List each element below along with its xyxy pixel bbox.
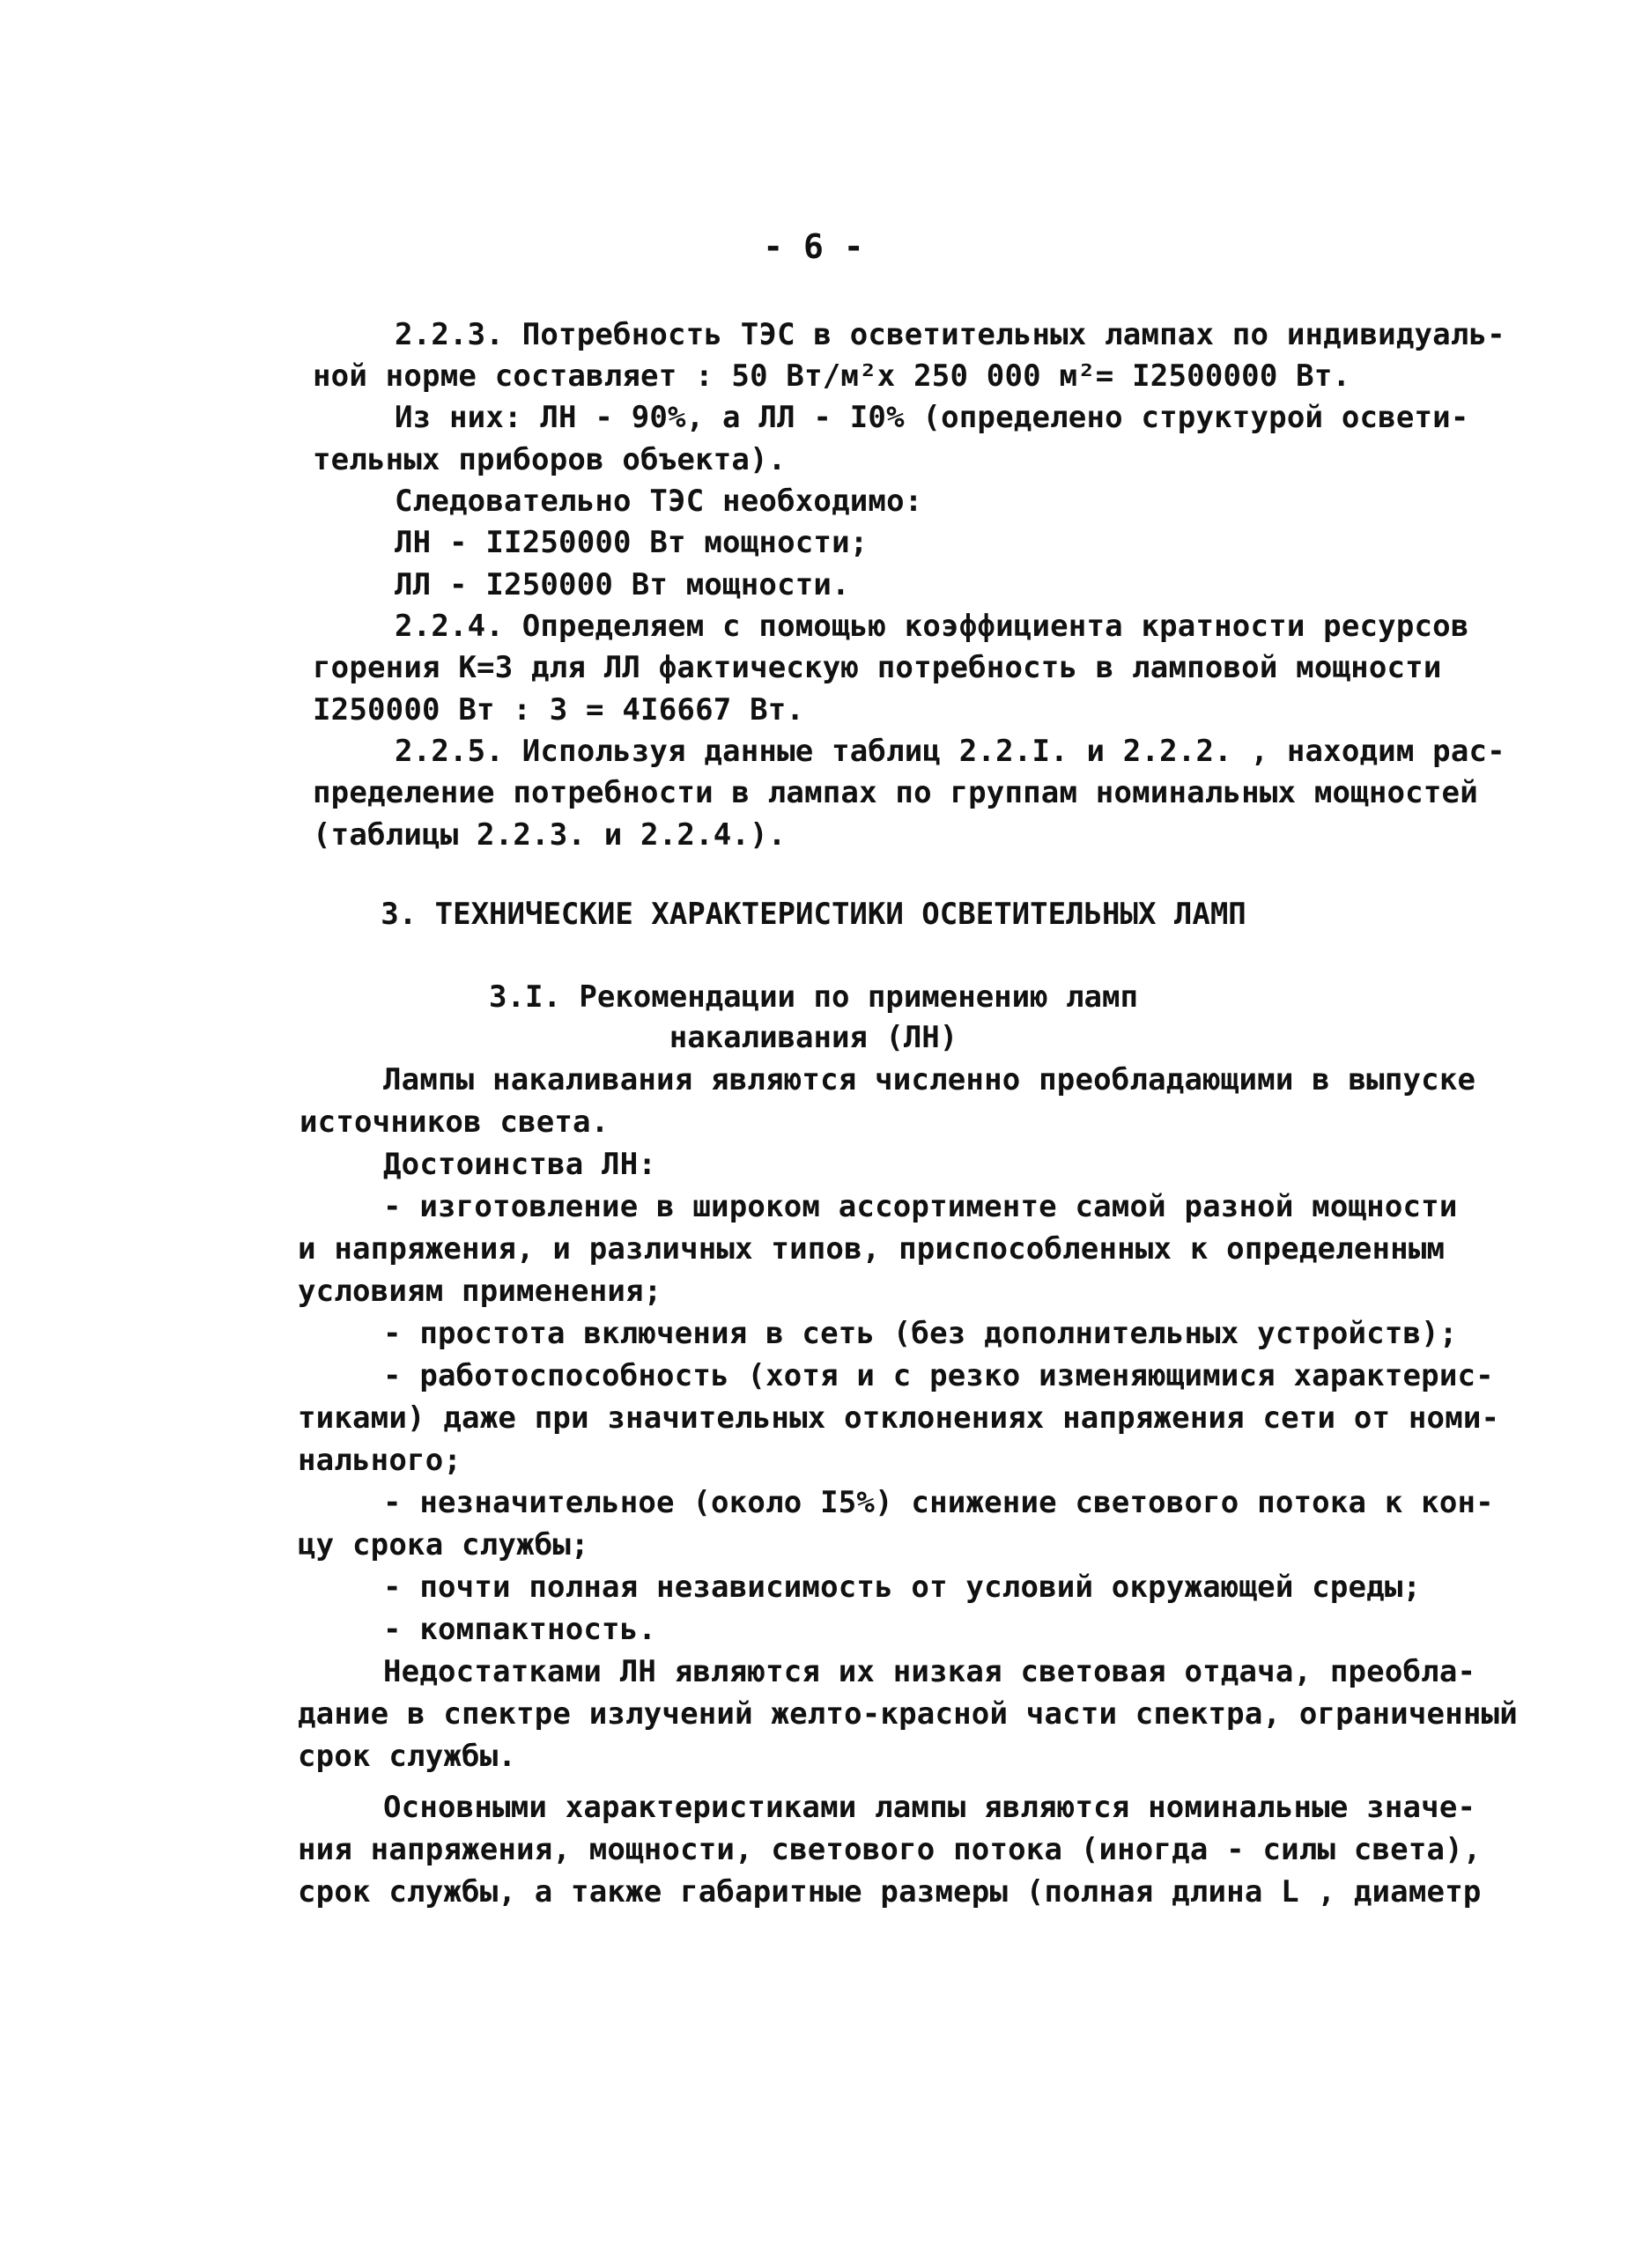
text-line: Достоинства ЛН:: [383, 1147, 657, 1182]
section-heading: 3. ТЕХНИЧЕСКИЕ ХАРАКТЕРИСТИКИ ОСВЕТИТЕЛЬНЫХ ЛАМП: [381, 897, 1246, 932]
page-number: - 6 -: [763, 227, 864, 266]
text-line: ЛН - II250000 Вт мощности;: [395, 525, 869, 560]
text-line: источников света.: [300, 1104, 610, 1140]
text-line: тельных приборов объекта).: [313, 442, 787, 477]
text-line: нального;: [298, 1443, 462, 1478]
text-line: ния напряжения, мощности, светового потока (иногда - силы света),: [298, 1832, 1482, 1867]
list-item: - незначительное (около I5%) снижение светового потока к кон-: [383, 1485, 1494, 1520]
text-line: срок службы, а также габаритные размеры (полная длина L , диаметр: [298, 1874, 1482, 1910]
list-item: - компактность.: [383, 1612, 657, 1647]
text-line: Основными характеристиками лампы являются номинальные значе-: [383, 1790, 1476, 1825]
text-line: и напряжения, и различных типов, приспособленных к определенным: [298, 1231, 1446, 1267]
subsection-heading: накаливания (ЛН): [669, 1020, 958, 1055]
text-line: Из них: ЛН - 90%, а ЛЛ - I0% (определено структурой освети-: [395, 400, 1469, 435]
text-line: ной норме составляет : 50 Вт/м²х 250 000 м²= I2500000 Вт.: [313, 358, 1351, 394]
text-line: цу срока службы;: [298, 1527, 589, 1562]
text-line: пределение потребности в лампах по группам номинальных мощностей: [313, 775, 1478, 810]
text-line: 2.2.5. Используя данные таблиц 2.2.I. и 2.2.2. , находим рас-: [395, 734, 1505, 769]
text-line: условиям применения;: [298, 1274, 662, 1309]
text-line: 2.2.3. Потребность ТЭС в осветительных лампах по индивидуаль-: [395, 317, 1505, 352]
text-line: горения К=3 для ЛЛ фактическую потребность в ламповой мощности: [313, 650, 1442, 685]
text-line: дание в спектре излучений желто-красной части спектра, ограниченный: [298, 1696, 1518, 1732]
text-line: (таблицы 2.2.3. и 2.2.4.).: [313, 817, 787, 853]
list-item: - простота включения в сеть (без дополнительных устройств);: [383, 1316, 1458, 1351]
text-line: Следовательно ТЭС необходимо:: [395, 484, 923, 519]
text-line: Недостатками ЛН являются их низкая световая отдача, преобла-: [383, 1654, 1476, 1689]
text-line: Лампы накаливания являются численно преобладающими в выпуске: [383, 1062, 1476, 1097]
text-line: I250000 Вт : 3 = 4I6667 Вт.: [313, 692, 805, 728]
list-item: - изготовление в широком ассортименте самой разной мощности: [383, 1189, 1458, 1224]
list-item: - почти полная независимость от условий окружающей среды;: [383, 1570, 1422, 1605]
text-line: тиками) даже при значительных отклонениях напряжения сети от номи-: [298, 1400, 1500, 1436]
text-line: 2.2.4. Определяем с помощью коэффициента кратности ресурсов: [395, 609, 1469, 644]
text-line: срок службы.: [298, 1739, 517, 1774]
text-line: ЛЛ - I250000 Вт мощности.: [395, 567, 850, 602]
subsection-heading: 3.I. Рекомендации по применению ламп: [489, 979, 1138, 1015]
list-item: - работоспособность (хотя и с резко изменяющимися характерис-: [383, 1358, 1494, 1393]
